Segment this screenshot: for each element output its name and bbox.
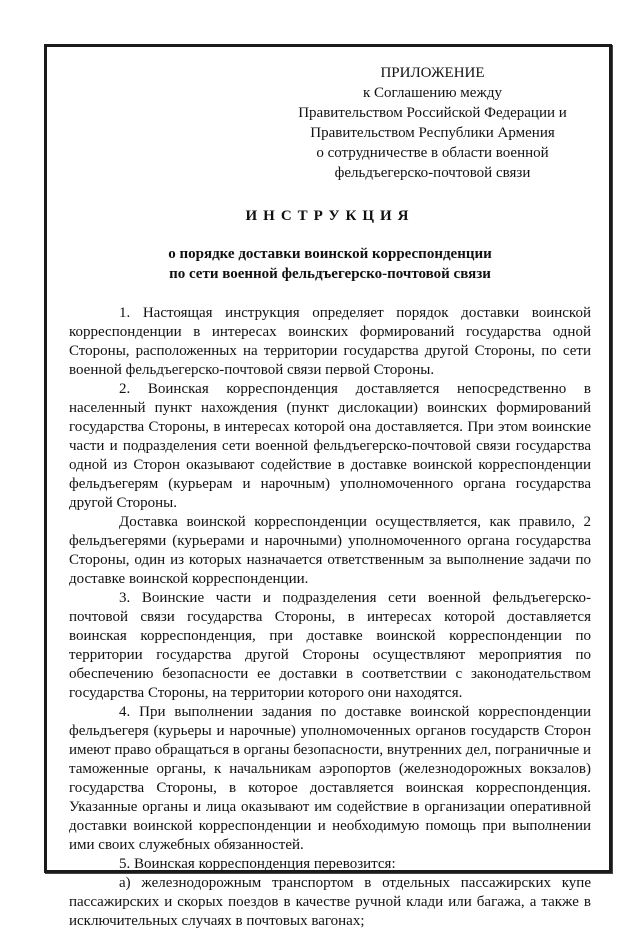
appendix-line: Правительством Республики Армения xyxy=(310,125,555,141)
subtitle-line: о порядке доставки воинской корреспонденции xyxy=(168,246,492,262)
appendix-line: о сотрудничестве в области военной xyxy=(316,145,549,161)
appendix-line: Правительством Российской Федерации и xyxy=(298,105,567,121)
paragraph-2: 2. Воинская корреспонденция доставляется непосредственно в населенный пункт нахождения (пункт дислокации) воинских формирований государства Стороны, в интересах которой она доставляется. При этом воинские части и подразделения сети военной фельдъегерско-почтовой связи государства одной из Сторон оказывают содействие в доставке воинской корреспонденции фельдъегерям (курьерам и нарочным) уполномоченного органа государства другой Стороны. xyxy=(69,381,591,511)
document-body xyxy=(69,304,591,931)
paragraph-5a: а) железнодорожным транспортом в отдельных пассажирских купе пассажирских и скорых поездов в качестве ручной клади или багажа, а также в исключительных случаях в почтовых вагонах; xyxy=(69,875,591,929)
document-page xyxy=(69,63,591,931)
appendix-heading: ПРИЛОЖЕНИЕ xyxy=(380,65,485,81)
paragraph-1: 1. Настоящая инструкция определяет порядок доставки воинской корреспонденции в интересах воинских формирований государства одной Стороны, расположенных на территории государства другой Стороны, по сети военной фельдъегерско-почтовой связи первой Стороны. xyxy=(69,305,591,378)
subtitle-line: по сети военной фельдъегерско-почтовой связи xyxy=(169,266,491,282)
paragraph-5: 5. Воинская корреспонденция перевозится: xyxy=(119,856,396,872)
document-title: ИНСТРУКЦИЯ xyxy=(245,208,415,224)
paragraph-2-continued: Доставка воинской корреспонденции осуществляется, как правило, 2 фельдъегерями (курьерами и нарочными) уполномоченного органа государства Стороны, один из которых назначается ответственным за выполнение задачи по доставке воинской корреспонденции. xyxy=(69,514,591,587)
appendix-block xyxy=(274,63,591,183)
document-frame xyxy=(44,44,612,929)
document-subtitle xyxy=(69,244,591,284)
appendix-line: фельдъегерско-почтовой связи xyxy=(334,165,531,181)
paragraph-3: 3. Воинские части и подразделения сети военной фельдъегерско-почтовой связи государства Стороны, в интересах которой доставляется воинская корреспонденция, при доставке воинской корреспонденции по территории государства другой Стороны осуществляют мероприятия по обеспечению безопасности ее доставки в соответствии с законодательством государства Стороны, на территории которого они находятся. xyxy=(69,590,591,701)
paragraph-4: 4. При выполнении задания по доставке воинской корреспонденции фельдъегеря (курьеры и нарочные) уполномоченных органов государств Сторон имеют право обращаться в органы безопасности, внутренних дел, пограничные и таможенные органы, к начальникам аэропортов (железнодорожных вокзалов) государства Стороны, в которое доставляется воинская корреспонденция. Указанные органы и лица оказывают им содействие в организации оперативной доставки воинской корреспонденции и необходимую помощь при выполнении ими своих служебных обязанностей. xyxy=(69,704,591,853)
appendix-line: к Соглашению между xyxy=(363,85,502,101)
